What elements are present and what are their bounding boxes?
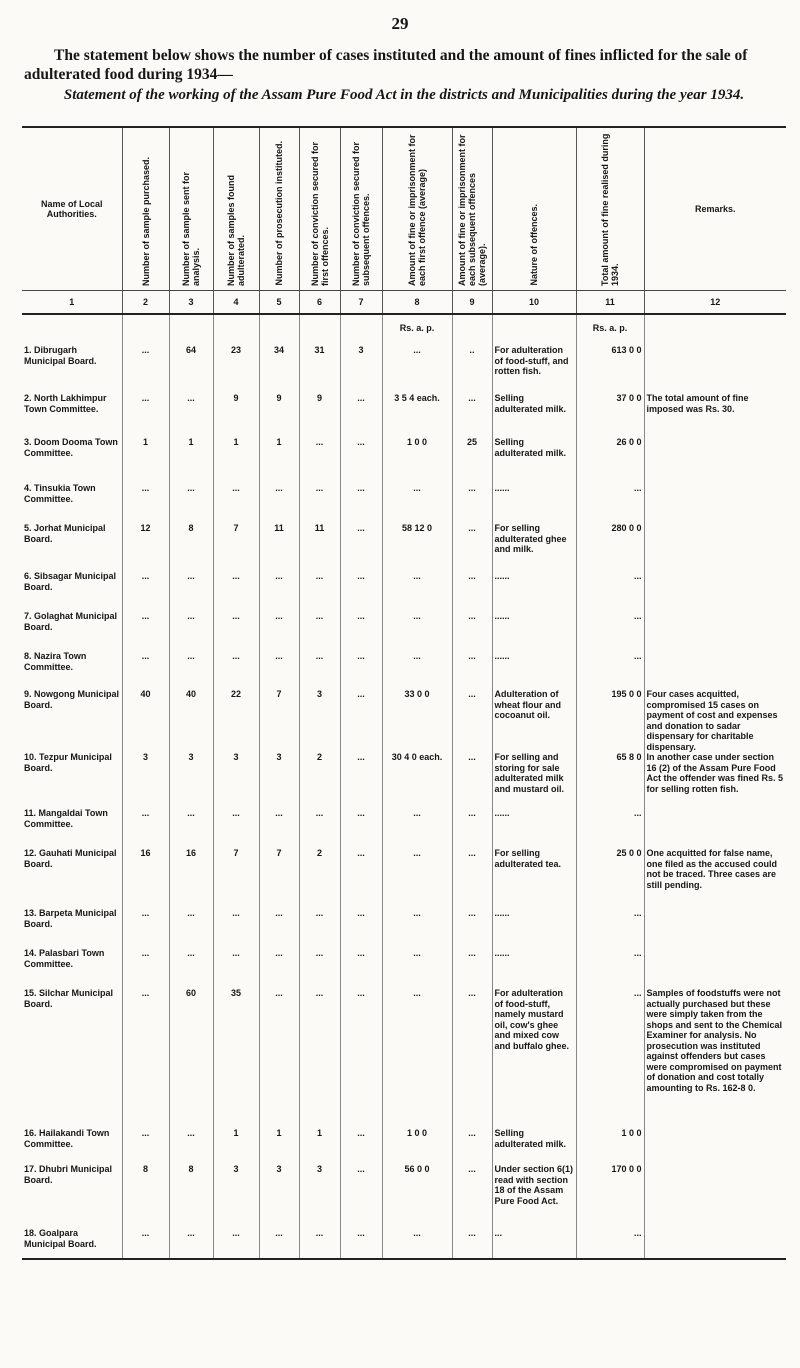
convictions-first: 9 xyxy=(299,393,340,437)
intro-paragraph: The statement below shows the number of cases instituted and the amount of fines inflicted for the sale of adulterated food during 1934— xyxy=(24,47,748,83)
column-number: 7 xyxy=(340,291,382,315)
convictions-first: 2 xyxy=(299,752,340,808)
prosecutions: ... xyxy=(259,988,299,1128)
samples-sent: ... xyxy=(169,393,213,437)
fine-first: 3 5 4 each. xyxy=(382,393,452,437)
remarks: In another case under section 16 (2) of the Assam Pure Food Act the offender was fined Rs. 5 for selling rotten fish. xyxy=(646,752,784,794)
units-total-fine: Rs. a. p. xyxy=(576,314,644,345)
remarks xyxy=(644,948,786,988)
column-number: 10 xyxy=(492,291,576,315)
total-fine: 170 0 0 xyxy=(576,1164,644,1228)
fine-first: ... xyxy=(382,483,452,523)
convictions-subsequent: ... xyxy=(340,523,382,571)
authority-name: 4. Tinsukia Town Committee. xyxy=(22,483,122,523)
authority-name: 12. Gauhati Municipal Board. xyxy=(22,848,122,908)
fine-subsequent: 25 xyxy=(452,437,492,483)
fine-first: 56 0 0 xyxy=(382,1164,452,1228)
authority-name: 10. Tezpur Municipal Board. xyxy=(22,752,122,808)
samples-purchased: ... xyxy=(122,345,169,393)
total-fine: ... xyxy=(576,571,644,611)
total-fine: 37 0 0 xyxy=(576,393,644,437)
remarks xyxy=(644,483,786,523)
fine-subsequent: ... xyxy=(452,651,492,689)
convictions-subsequent: ... xyxy=(340,611,382,651)
samples-purchased: ... xyxy=(122,1228,169,1259)
fine-subsequent: ... xyxy=(452,611,492,651)
convictions-subsequent: ... xyxy=(340,1128,382,1164)
prosecutions: ... xyxy=(259,571,299,611)
convictions-subsequent: ... xyxy=(340,752,382,808)
prosecutions: ... xyxy=(259,808,299,848)
header-samples-sent: Number of sample sent for analysis. xyxy=(169,127,213,291)
samples-sent: 8 xyxy=(169,523,213,571)
prosecutions: 7 xyxy=(259,689,299,752)
header-remarks: Remarks. xyxy=(644,127,786,291)
authority-name: 9. Nowgong Municipal Board. xyxy=(22,689,122,752)
header-fine-subsequent: Amount of fine or imprisonment for each subsequent offences (average). xyxy=(452,127,492,291)
convictions-first: ... xyxy=(299,1228,340,1259)
authority-name: 15. Silchar Municipal Board. xyxy=(22,988,122,1128)
samples-sent: ... xyxy=(169,948,213,988)
nature-of-offences: For adulteration of food-stuff, and rotten fish. xyxy=(492,345,576,393)
total-fine: ... xyxy=(576,948,644,988)
prosecutions: ... xyxy=(259,651,299,689)
remarks xyxy=(644,651,786,689)
nature-of-offences: ...... xyxy=(492,611,576,651)
header-samples-purchased: Number of sample purchased. xyxy=(122,127,169,291)
samples-adulterated: 22 xyxy=(213,689,259,752)
samples-sent: 1 xyxy=(169,437,213,483)
total-fine: 1 0 0 xyxy=(576,1128,644,1164)
table-row xyxy=(22,483,786,523)
authority-name: 7. Golaghat Municipal Board. xyxy=(22,611,122,651)
convictions-first: 11 xyxy=(299,523,340,571)
convictions-first: 1 xyxy=(299,1128,340,1164)
prosecutions: 1 xyxy=(259,437,299,483)
prosecutions: 1 xyxy=(259,1128,299,1164)
authority-name: 3. Doom Dooma Town Committee. xyxy=(22,437,122,483)
table-row xyxy=(22,1164,786,1228)
table-row xyxy=(22,651,786,689)
convictions-first: ... xyxy=(299,611,340,651)
samples-purchased: 8 xyxy=(122,1164,169,1228)
table-row xyxy=(22,908,786,948)
remarks xyxy=(644,1164,786,1228)
column-number: 11 xyxy=(576,291,644,315)
authority-name: 14. Palasbari Town Committee. xyxy=(22,948,122,988)
authority-name: 2. North Lakhimpur Town Committee. xyxy=(22,393,122,437)
nature-of-offences: Adulteration of wheat flour and cocoanut oil. xyxy=(492,689,576,752)
samples-purchased: ... xyxy=(122,1128,169,1164)
fine-first: 58 12 0 xyxy=(382,523,452,571)
convictions-subsequent: ... xyxy=(340,908,382,948)
header-convictions-subsequent: Number of conviction secured for subsequent offences. xyxy=(340,127,382,291)
remarks xyxy=(644,1128,786,1164)
convictions-subsequent: ... xyxy=(340,948,382,988)
prosecutions: ... xyxy=(259,483,299,523)
convictions-subsequent: ... xyxy=(340,393,382,437)
statement-table xyxy=(22,126,786,1260)
authority-name: 11. Mangaldai Town Committee. xyxy=(22,808,122,848)
authority-name: 6. Sibsagar Municipal Board. xyxy=(22,571,122,611)
authority-name: 5. Jorhat Municipal Board. xyxy=(22,523,122,571)
samples-adulterated: 3 xyxy=(213,752,259,808)
total-fine: 280 0 0 xyxy=(576,523,644,571)
fine-subsequent: ... xyxy=(452,948,492,988)
samples-sent: 64 xyxy=(169,345,213,393)
samples-sent: ... xyxy=(169,1228,213,1259)
header-samples-adulterated: Number of samples found adulterated. xyxy=(213,127,259,291)
table-row xyxy=(22,948,786,988)
samples-sent: ... xyxy=(169,1128,213,1164)
nature-of-offences: Under section 6(1) read with section 18 of the Assam Pure Food Act. xyxy=(492,1164,576,1228)
convictions-first: ... xyxy=(299,988,340,1128)
table-row xyxy=(22,848,786,908)
fine-first: ... xyxy=(382,908,452,948)
remarks: Four cases acquitted, compromised 15 cases on payment of cost and expenses and donation to sadar dispensary for charitable dispensary. xyxy=(646,689,778,752)
samples-adulterated: 35 xyxy=(213,988,259,1128)
convictions-subsequent: ... xyxy=(340,651,382,689)
samples-adulterated: ... xyxy=(213,1228,259,1259)
nature-of-offences: Selling adulterated milk. xyxy=(492,1128,576,1164)
convictions-first: ... xyxy=(299,483,340,523)
column-number: 12 xyxy=(644,291,786,315)
convictions-subsequent: ... xyxy=(340,571,382,611)
fine-subsequent: ... xyxy=(452,908,492,948)
samples-purchased: 16 xyxy=(122,848,169,908)
header-nature-offences: Nature of offences. xyxy=(492,127,576,291)
header-total-fine: Total amount of fine realised during 1934. xyxy=(576,127,644,291)
fine-first: ... xyxy=(382,345,452,393)
samples-sent: 8 xyxy=(169,1164,213,1228)
fine-first: 1 0 0 xyxy=(382,1128,452,1164)
convictions-first: ... xyxy=(299,808,340,848)
total-fine: 195 0 0 xyxy=(576,689,644,752)
total-fine: ... xyxy=(576,483,644,523)
fine-first: ... xyxy=(382,611,452,651)
authority-name: 13. Barpeta Municipal Board. xyxy=(22,908,122,948)
convictions-subsequent: ... xyxy=(340,848,382,908)
fine-first: ... xyxy=(382,988,452,1128)
remarks xyxy=(644,611,786,651)
samples-adulterated: ... xyxy=(213,651,259,689)
samples-adulterated: ... xyxy=(213,908,259,948)
remarks xyxy=(644,808,786,848)
remarks xyxy=(644,437,786,483)
convictions-subsequent: 3 xyxy=(340,345,382,393)
column-number: 9 xyxy=(452,291,492,315)
header-fine-first: Amount of fine or imprisonment for each first offence (average) xyxy=(382,127,452,291)
remarks xyxy=(644,1228,786,1259)
convictions-subsequent: ... xyxy=(340,483,382,523)
prosecutions: 34 xyxy=(259,345,299,393)
column-number: 6 xyxy=(299,291,340,315)
total-fine: ... xyxy=(576,1228,644,1259)
fine-subsequent: ... xyxy=(452,848,492,908)
fine-subsequent: ... xyxy=(452,523,492,571)
authority-name: 18. Goalpara Municipal Board. xyxy=(22,1228,122,1259)
remarks: One acquitted for false name, one filed as the accused could not be traced. Three cases are still pending. xyxy=(646,848,778,890)
fine-first: ... xyxy=(382,651,452,689)
convictions-subsequent: ... xyxy=(340,1164,382,1228)
samples-purchased: ... xyxy=(122,808,169,848)
convictions-subsequent: ... xyxy=(340,988,382,1128)
column-number: 4 xyxy=(213,291,259,315)
convictions-first: ... xyxy=(299,651,340,689)
samples-adulterated: 23 xyxy=(213,345,259,393)
column-number: 2 xyxy=(122,291,169,315)
nature-of-offences: For selling and storing for sale adulterated milk and mustard oil. xyxy=(492,752,576,808)
samples-sent: ... xyxy=(169,651,213,689)
prosecutions: ... xyxy=(259,908,299,948)
total-fine: ... xyxy=(576,908,644,948)
units-row xyxy=(22,314,786,345)
samples-adulterated: ... xyxy=(213,611,259,651)
statement-title: Statement of the working of the Assam Pure Food Act in the districts and Municipalities during the year 1934. xyxy=(63,87,745,103)
fine-subsequent: ... xyxy=(452,1128,492,1164)
samples-purchased: ... xyxy=(122,393,169,437)
column-number-row xyxy=(22,291,786,315)
nature-of-offences: ...... xyxy=(492,651,576,689)
total-fine: 65 8 0 xyxy=(576,752,644,808)
samples-sent: ... xyxy=(169,571,213,611)
fine-subsequent: ... xyxy=(452,483,492,523)
samples-sent: ... xyxy=(169,483,213,523)
authority-name: 1. Dibrugarh Municipal Board. xyxy=(22,345,122,393)
samples-purchased: 12 xyxy=(122,523,169,571)
page-number: 29 xyxy=(391,14,409,33)
authority-name: 8. Nazira Town Committee. xyxy=(22,651,122,689)
fine-subsequent: ... xyxy=(452,571,492,611)
column-number: 5 xyxy=(259,291,299,315)
authority-name: 17. Dhubri Municipal Board. xyxy=(22,1164,122,1228)
nature-of-offences: For adulteration of food-stuff, namely mustard oil, cow's ghee and mixed cow and buffalo ghee. xyxy=(492,988,576,1128)
convictions-first: ... xyxy=(299,948,340,988)
total-fine: ... xyxy=(576,651,644,689)
table-row xyxy=(22,988,786,1128)
table-row xyxy=(22,752,786,808)
samples-sent: ... xyxy=(169,611,213,651)
fine-subsequent: ... xyxy=(452,752,492,808)
samples-purchased: ... xyxy=(122,571,169,611)
fine-first: ... xyxy=(382,948,452,988)
prosecutions: 3 xyxy=(259,1164,299,1228)
convictions-first: ... xyxy=(299,908,340,948)
samples-purchased: ... xyxy=(122,483,169,523)
prosecutions: 11 xyxy=(259,523,299,571)
total-fine: 25 0 0 xyxy=(576,848,644,908)
nature-of-offences: For selling adulterated tea. xyxy=(492,848,576,908)
convictions-first: 3 xyxy=(299,1164,340,1228)
remarks xyxy=(644,523,786,571)
samples-sent: 3 xyxy=(169,752,213,808)
fine-first: 1 0 0 xyxy=(382,437,452,483)
convictions-first: ... xyxy=(299,571,340,611)
total-fine: ... xyxy=(576,611,644,651)
convictions-subsequent: ... xyxy=(340,689,382,752)
prosecutions: ... xyxy=(259,611,299,651)
column-number: 3 xyxy=(169,291,213,315)
convictions-subsequent: ... xyxy=(340,1228,382,1259)
table-row xyxy=(22,611,786,651)
fine-subsequent: ... xyxy=(452,808,492,848)
total-fine: ... xyxy=(576,988,644,1128)
total-fine: 613 0 0 xyxy=(576,345,644,393)
table-row xyxy=(22,689,786,752)
fine-first: 30 4 0 each. xyxy=(382,752,452,808)
authority-name: 16. Hailakandi Town Committee. xyxy=(22,1128,122,1164)
remarks: Samples of foodstuffs were not actually purchased but these were simply taken from the shops and sent to the Chemical Examiner for analysis. No prosecution was instituted against offenders but cases were compromised on payment of donation and cost totally amounting to Rs. 162-8 0. xyxy=(646,988,783,1093)
samples-adulterated: 7 xyxy=(213,523,259,571)
fine-subsequent: .. xyxy=(452,345,492,393)
header-prosecutions: Number of prosecution instituted. xyxy=(259,127,299,291)
samples-sent: 16 xyxy=(169,848,213,908)
samples-purchased: ... xyxy=(122,948,169,988)
fine-subsequent: ... xyxy=(452,689,492,752)
total-fine: 26 0 0 xyxy=(576,437,644,483)
nature-of-offences: ... xyxy=(492,1228,576,1259)
fine-subsequent: ... xyxy=(452,988,492,1128)
samples-purchased: 3 xyxy=(122,752,169,808)
samples-sent: ... xyxy=(169,808,213,848)
samples-adulterated: ... xyxy=(213,483,259,523)
samples-adulterated: 1 xyxy=(213,1128,259,1164)
samples-adulterated: 7 xyxy=(213,848,259,908)
remarks xyxy=(644,571,786,611)
fine-first: 33 0 0 xyxy=(382,689,452,752)
remarks xyxy=(644,345,786,393)
nature-of-offences: Selling adulterated milk. xyxy=(492,393,576,437)
convictions-first: 2 xyxy=(299,848,340,908)
nature-of-offences: ...... xyxy=(492,483,576,523)
nature-of-offences: Selling adulterated milk. xyxy=(492,437,576,483)
fine-first: ... xyxy=(382,848,452,908)
samples-adulterated: ... xyxy=(213,808,259,848)
samples-sent: 60 xyxy=(169,988,213,1128)
prosecutions: 9 xyxy=(259,393,299,437)
samples-adulterated: 3 xyxy=(213,1164,259,1228)
samples-sent: ... xyxy=(169,908,213,948)
nature-of-offences: For selling adulterated ghee and milk. xyxy=(492,523,576,571)
samples-purchased: ... xyxy=(122,988,169,1128)
fine-first: ... xyxy=(382,571,452,611)
prosecutions: 7 xyxy=(259,848,299,908)
convictions-subsequent: ... xyxy=(340,808,382,848)
column-number: 1 xyxy=(22,291,122,315)
nature-of-offences: ...... xyxy=(492,808,576,848)
table-row xyxy=(22,523,786,571)
units-fine-first: Rs. a. p. xyxy=(382,314,452,345)
table-row xyxy=(22,437,786,483)
remarks xyxy=(644,908,786,948)
nature-of-offences: ...... xyxy=(492,948,576,988)
fine-subsequent: ... xyxy=(452,393,492,437)
samples-adulterated: 9 xyxy=(213,393,259,437)
samples-purchased: 40 xyxy=(122,689,169,752)
samples-purchased: ... xyxy=(122,908,169,948)
table-row xyxy=(22,345,786,393)
total-fine: ... xyxy=(576,808,644,848)
table-row xyxy=(22,393,786,437)
prosecutions: 3 xyxy=(259,752,299,808)
prosecutions: ... xyxy=(259,948,299,988)
samples-adulterated: 1 xyxy=(213,437,259,483)
column-number: 8 xyxy=(382,291,452,315)
samples-sent: 40 xyxy=(169,689,213,752)
samples-adulterated: ... xyxy=(213,571,259,611)
table-row xyxy=(22,1128,786,1164)
convictions-first: 31 xyxy=(299,345,340,393)
table-row xyxy=(22,1228,786,1259)
fine-first: ... xyxy=(382,808,452,848)
header-local-authorities: Name of Local Authorities. xyxy=(22,127,122,291)
samples-purchased: ... xyxy=(122,651,169,689)
fine-first: ... xyxy=(382,1228,452,1259)
samples-purchased: ... xyxy=(122,611,169,651)
nature-of-offences: ...... xyxy=(492,908,576,948)
convictions-subsequent: ... xyxy=(340,437,382,483)
fine-subsequent: ... xyxy=(452,1228,492,1259)
table-row xyxy=(22,808,786,848)
samples-purchased: 1 xyxy=(122,437,169,483)
fine-subsequent: ... xyxy=(452,1164,492,1228)
convictions-first: ... xyxy=(299,437,340,483)
remarks: The total amount of fine imposed was Rs. 30. xyxy=(646,393,749,414)
convictions-first: 3 xyxy=(299,689,340,752)
header-convictions-first: Number of conviction secured for first offences. xyxy=(299,127,340,291)
prosecutions: ... xyxy=(259,1228,299,1259)
samples-adulterated: ... xyxy=(213,948,259,988)
nature-of-offences: ...... xyxy=(492,571,576,611)
table-row xyxy=(22,571,786,611)
